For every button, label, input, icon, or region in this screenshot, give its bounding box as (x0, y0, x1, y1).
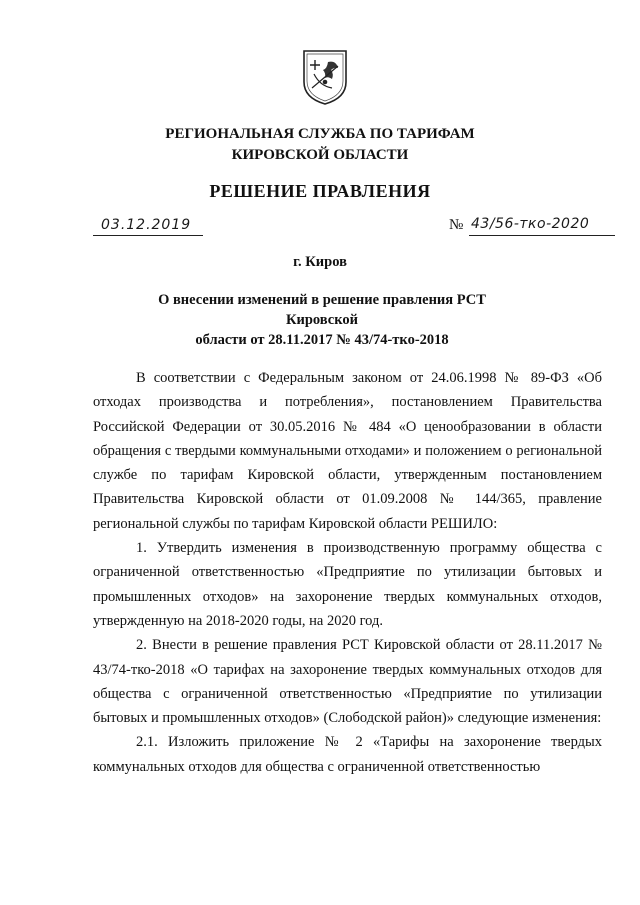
document-body (93, 366, 602, 779)
document-title: РЕШЕНИЕ ПРАВЛЕНИЯ (209, 181, 431, 201)
paragraph-item-2: 2. Внести в решение правления РСТ Кировской области от 28.11.2017 № 43/74-тко-2018 «О тарифах на захоронение твердых коммунальных отходов для общества с ограниченной ответственностью «Предприятие по утилизации бытовых и промышленных отходов» (Слободской район)» следующие изменения: (93, 637, 602, 727)
organization-name-line1: РЕГИОНАЛЬНАЯ СЛУЖБА ПО ТАРИФАМ (165, 126, 475, 142)
decision-date (93, 217, 203, 237)
organization-name-line2: КИРОВСКОЙ ОБЛАСТИ (231, 147, 409, 163)
paragraph-item-2-1: 2.1. Изложить приложение № 2 «Тарифы на захоронение твердых коммунальных отходов для общества с ограниченной ответственностью (93, 734, 602, 775)
date-underline (93, 235, 203, 236)
subject-line1: О внесении изменений в решение правления РСТ Кировской (158, 292, 486, 328)
paragraph-item-1: 1. Утвердить изменения в производственную программу общества с ограниченной ответственностью «Предприятие по утилизации бытовых и промышленных отходов» на захоронение твердых коммунальных отходов, утвержденную на 2018-2020 годы, на 2020 год. (93, 540, 602, 629)
coat-of-arms-icon (300, 48, 350, 106)
subject-heading (130, 290, 514, 350)
subject-line2: области от 28.11.2017 № 43/74-тко-2018 (195, 332, 449, 348)
number-underline (469, 235, 615, 236)
number-sign: № (449, 217, 464, 233)
city: г. Киров (293, 254, 347, 270)
decision-date-value: 03.12.2019 (101, 217, 192, 233)
decision-number-value: 43/56-тко-2020 (471, 216, 590, 232)
paragraph-preamble: В соответствии с Федеральным законом от 24.06.1998 № 89-ФЗ «Об отходах производства и потребления», постановлением Правительства Российской Федерации от 30.05.2016 № 484 «О ценообразовании в области обращения с твердыми коммунальными отходами» и положением о региональной службе по тарифам Кировской области, утвержденным постановлением Правительства Кировской области от 01.09.2008 № 144/365, правление региональной службы по тарифам Кировской области РЕШИЛО: (93, 370, 602, 532)
decision-number (449, 214, 617, 238)
